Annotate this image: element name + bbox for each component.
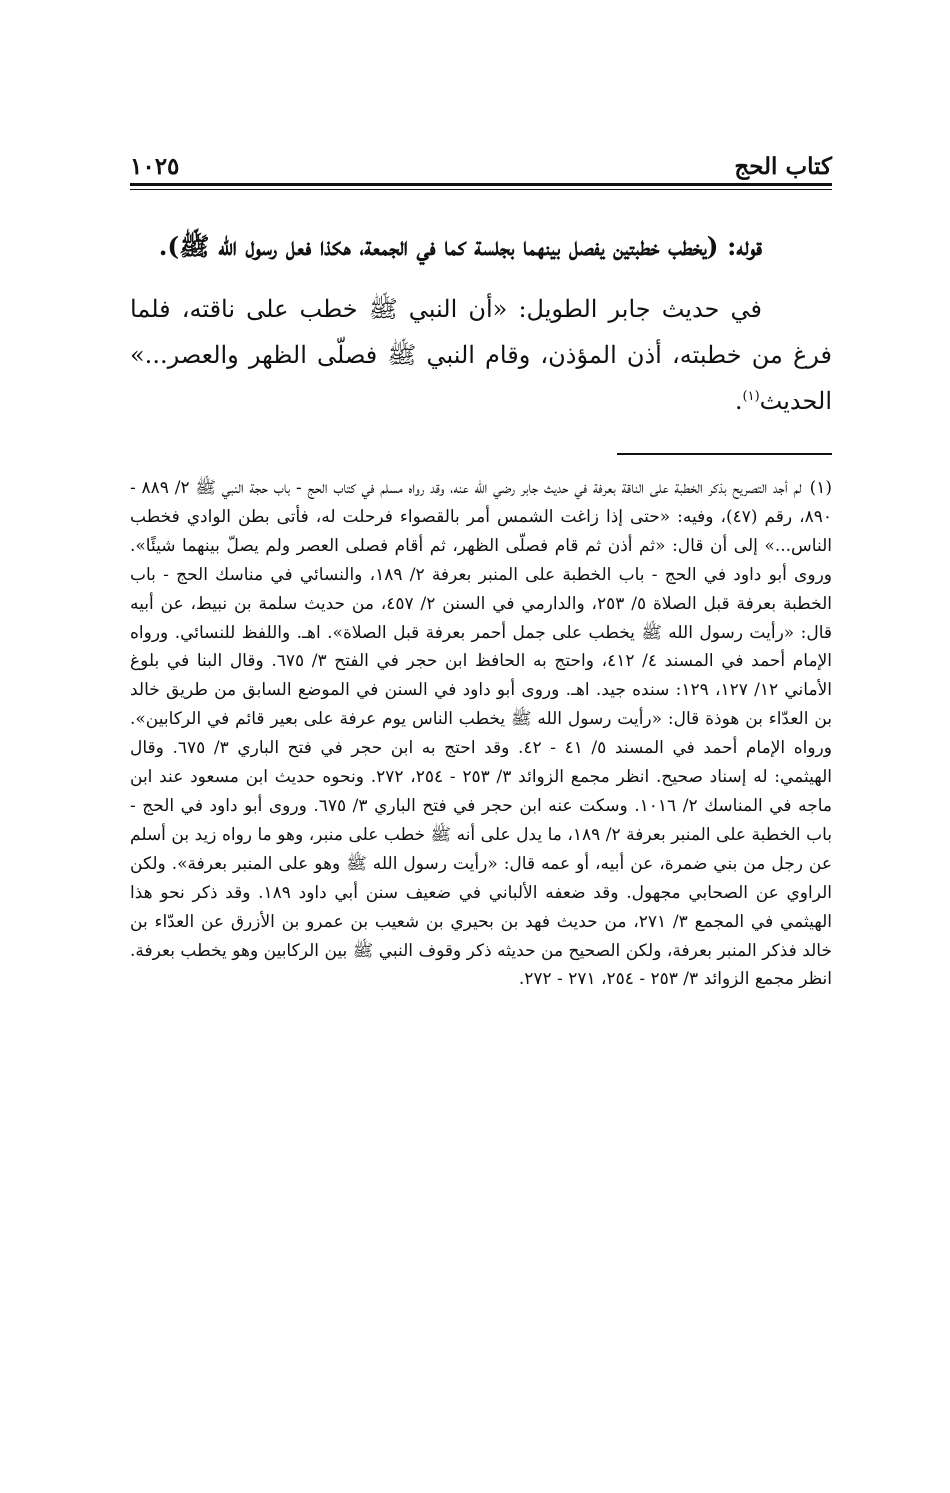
- main-text: [130, 222, 832, 424]
- footnote-text: لم أجد التصريح بذكر الخطبة على الناقة بعرفة في حديث جابر رضي الله عنه، وقد رواه مسلم في كتاب الحج - باب حجة النبي ﷺ ٢/ ٨٨٩ - ٨٩٠، رقم (٤٧)، وفيه: «حتى إذا زاغت الشمس أمر بالقصواء فرحلت له، فأتى بطن الوادي فخطب الناس...» إلى أن قال: «ثم أذن ثم قام فصلّى الظهر، ثم أقام فصلى العصر ولم يصلّ بينهما شيئًا». وروى أبو داود في الحج - باب الخطبة على المنبر بعرفة ٢/ ١٨٩، والنسائي في مناسك الحج - باب الخطبة بعرفة قبل الصلاة ٥/ ٢٥٣، والدارمي في السنن ٢/ ٤٥٧، من حديث سلمة بن نبيط، عن أبيه قال: «رأيت رسول الله ﷺ يخطب على جمل أحمر بعرفة قبل الصلاة». اهـ. واللفظ للنسائي. ورواه الإمام أحمد في المسند ٤/ ٤١٢، واحتج به الحافظ ابن حجر في الفتح ٣/ ٦٧٥. وقال البنا في بلوغ الأماني ١٢/ ١٢٧، ١٢٩: سنده جيد. اهـ. وروى أبو داود في السنن في الموضع السابق من طريق خالد بن العدّاء بن هوذة قال: «رأيت رسول الله ﷺ يخطب الناس يوم عرفة على بعير قائم في الركابين». ورواه الإمام أحمد في المسند ٥/ ٤١ - ٤٢. وقد احتج به ابن حجر في فتح الباري ٣/ ٦٧٥. وقال الهيثمي: له إسناد صحيح. انظر مجمع الزوائد ٣/ ٢٥٣ - ٢٥٤، ٢٧٢. ونحوه حديث ابن مسعود عند ابن ماجه في المناسك ٢/ ١٠١٦. وسكت عنه ابن حجر في فتح الباري ٣/ ٦٧٥. وروى أبو داود في الحج - باب الخطبة على المنبر بعرفة ٢/ ١٨٩، ما يدل على أنه ﷺ خطب على منبر، وهو ما رواه زيد بن أسلم عن رجل من بني ضمرة، عن أبيه، أو عمه قال: «رأيت رسول الله ﷺ وهو على المنبر بعرفة». ولكن الراوي عن الصحابي مجهول. وقد ضعفه الألباني في ضعيف سنن أبي داود ١٨٩. وقد ذكر نحو هذا الهيثمي في المجمع ٣/ ٢٧١، من حديث فهد بن بحيري بن شعيب بن عمرو بن الأزرق عن العدّاء بن خالد فذكر المنبر بعرفة، ولكن الصحيح من حديثه ذكر وقوف النبي ﷺ بين الركابين وهو يخطب بعرفة. انظر مجمع الزوائد ٣/ ٢٥٣ - ٢٥٤، ٢٧١ - ٢٧٢.: [130, 478, 833, 990]
- hadith-paragraph: في حديث جابر الطويل: «أن النبي ﷺ خطب على ناقته، فلما فرغ من خطبته، أذن المؤذن، وقام النبي ﷺ فصلّى الظهر والعصر...» الحديث$^{(١)}$.: [130, 295, 832, 415]
- quote-paragraph-text: قوله: (يخطب خطبتين يفصل بينهما بجلسة كما في الجمعة، هكذا فعل رسول الله ﷺ).: [158, 232, 762, 261]
- header-rule: [130, 183, 832, 186]
- chapter-title: كتاب الحج: [734, 153, 832, 180]
- page-number: ١٠٢٥: [130, 153, 180, 180]
- footnote-reference[interactable]: (١): [742, 389, 760, 404]
- footnote-marker: (١): [809, 478, 832, 498]
- hadith-paragraph-text: في حديث جابر الطويل: «أن النبي ﷺ خطب على ناقته، فلما فرغ من خطبته، أذن المؤذن، وقام النبي ﷺ فصلّى الظهر والعصر...» الحديث: [130, 295, 832, 415]
- header-rule-thin: [130, 189, 832, 190]
- footnote-separator: [617, 453, 832, 455]
- quote-paragraph: [130, 222, 832, 272]
- page-header: [130, 140, 832, 180]
- footnote: [130, 474, 832, 994]
